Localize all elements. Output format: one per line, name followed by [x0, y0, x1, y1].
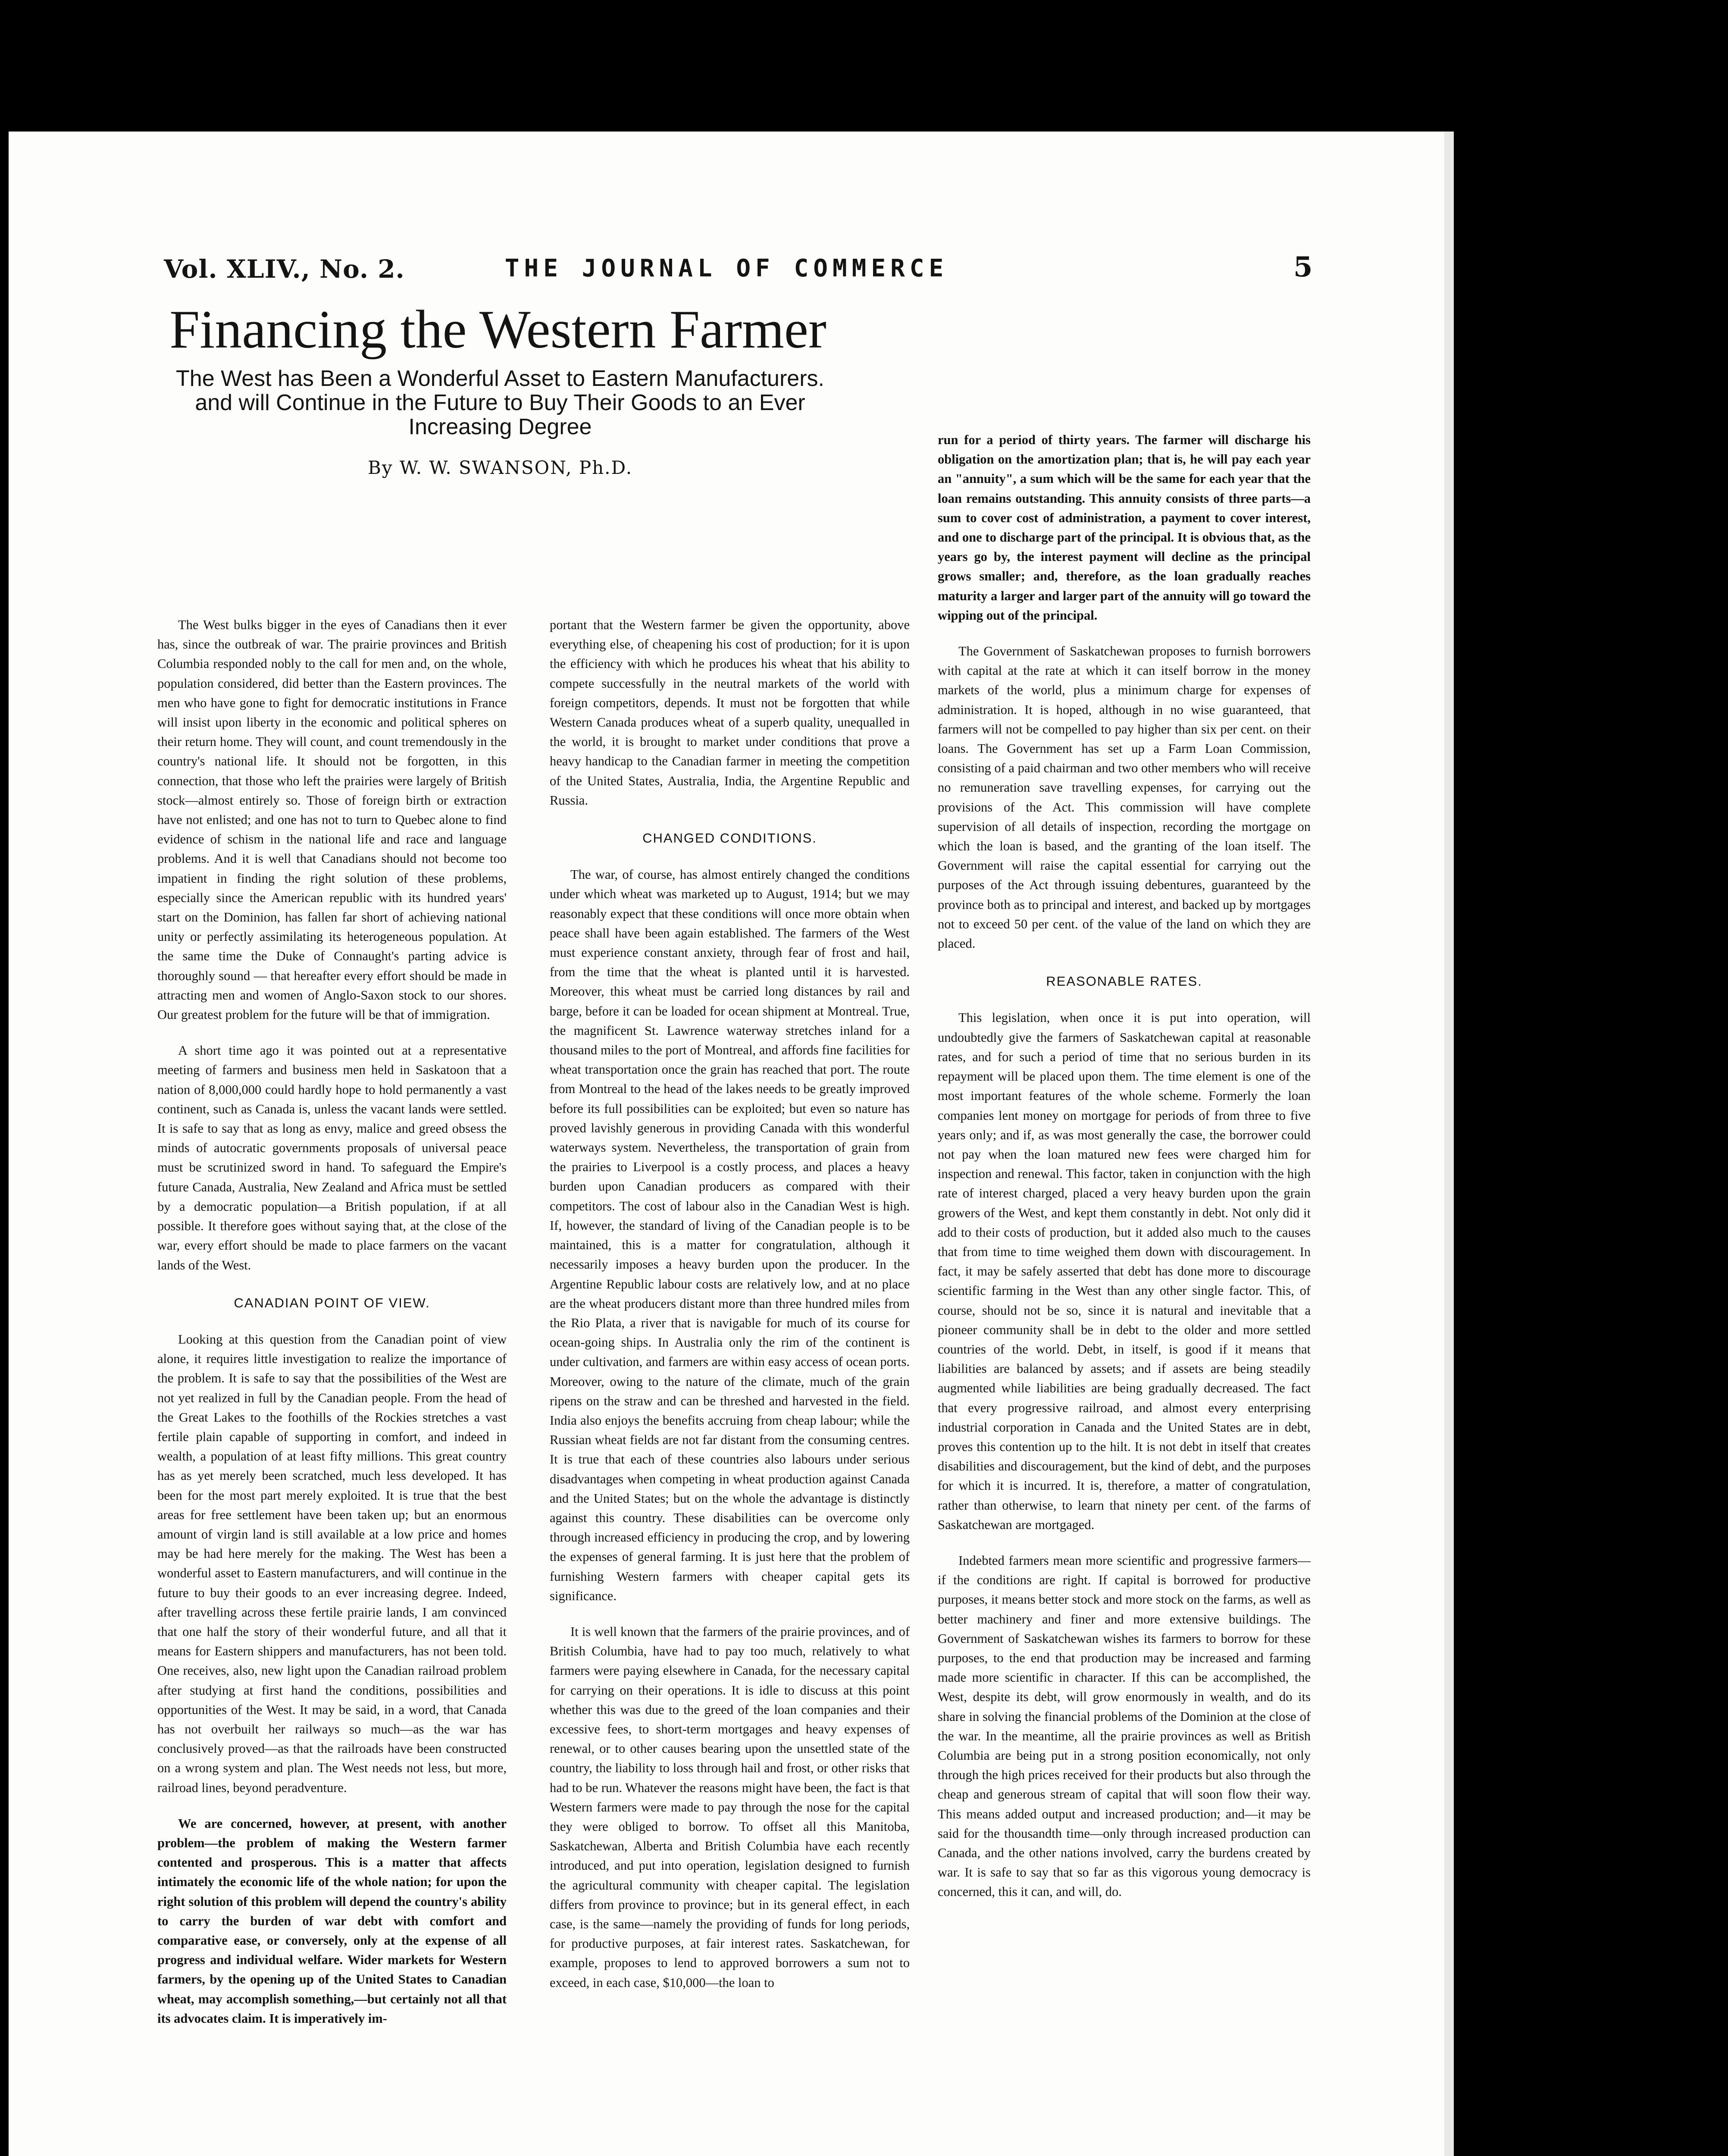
paragraph: Indebted farmers mean more scientific and progressive farmers—if the conditions are right. If capital is borrowed for productive purposes, it means better stock and more stock on the farms, as well as better machinery and finer and more extensive buildings. The Government of Saskatchewan wishes its farmers to borrow for these purposes, to the end that production may be increased and farming made more scientific in character. If this can be accomplished, the West, despite its debt, will grow enormously in wealth, and do its share in solving the financial problems of the Dominion at the close of the war. In the meantime, all the prairie provinces as well as British Columbia are being put in a strong position economically, not only through the high prices received for their products but also through the cheap and generous stream of capital that will soon flow their way. This means added output and increased production; and—it may be said for the thousandth time—only through increased production can Canada, and the other nations involved, carry the burdens created by war. It is safe to say that so far as this vigorous young democracy is concerned, this it can, and will, do. [938, 1553, 1311, 1899]
paragraph: portant that the Western farmer be given the opportunity, above everything else, of cheapening his cost of production; for it is upon the efficiency with which he produces his wheat that his ability to compete successfully in the neutral markets of the world with foreign competitors, depends. It must not be forgotten that while Western Canada produces wheat of a superb quality, unequalled in the world, it is brought to market under conditions that prove a heavy handicap to the Canadian farmer in meeting the competition of the United States, Australia, India, the Argentine Republic and Russia. [550, 617, 910, 808]
paragraph: run for a period of thirty years. The farmer will discharge his obligation on the amortization plan; that is, he will pay each year an "annuity", a sum which will be the same for each year that the loan remains outstanding. This annuity consists of three parts—a sum to cover cost of administration, a payment to cover interest, and one to discharge part of the principal. It is obvious that, as the years go by, the interest payment will decline as the principal grows smaller; and, therefore, as the loan gradually reaches maturity a larger and larger part of the annuity will go toward the wipping out of the principal. [938, 432, 1311, 623]
paragraph: A short time ago it was pointed out at a representative meeting of farmers and business men held in Saskatoon that a nation of 8,000,000 could hardly hope to hold permanently a vast continent, such as Canada is, unless the vacant lands were settled. It is safe to say that as long as envy, malice and greed obsess the minds of autocratic governments proposals of universal peace must be scrutinized sword in hand. To safeguard the Empire's future Canada, Australia, New Zealand and Africa must be settled by a democratic population—a British population, if at all possible. It therefore goes without saying that, at the close of the war, every effort should be made to place farmers on the vacant lands of the West. [157, 1043, 507, 1272]
page-number: 5 [1293, 251, 1313, 283]
paragraph: The Government of Saskatchewan proposes to furnish borrowers with capital at the rate at which it can itself borrow in the money markets of the world, plus a minimum charge for expenses of administration. It is hoped, although in no wise guaranteed, that farmers will not be compelled to pay higher than six per cent. on their loans. The Government has set up a Farm Loan Commission, consisting of a paid chairman and two other members who will receive no remuneration save travelling expenses, for carrying out the provisions of the Act. This commission will have complete supervision of all details of inspection, recording the mortgage on which the loan is based, and the granting of the loan itself. The Government will raise the capital essential for carrying out the purposes of the Act through issuing debentures, guaranteed by the province both as to principal and interest, and backed up by mortgages not to exceed 50 per cent. of the value of the land on which they are placed. [938, 644, 1311, 951]
page-edge [1444, 132, 1454, 2156]
paragraph: The war, of course, has almost entirely changed the conditions under which wheat was marketed up to August, 1914; but we may reasonably expect that these conditions will once more obtain when peace shall have been again established. The farmers of the West must experience constant anxiety, through fear of frost and hail, from the time that the wheat is planted until it is harvested. Moreover, this wheat must be carried long distances by rail and barge, before it can be loaded for ocean shipment at Montreal. True, the magnificent St. Lawrence waterway stretches inland for a thousand miles to the port of Montreal, and affords fine facilities for wheat transportation once the grain has reached that port. The route from Montreal to the head of the lakes needs to be greatly improved before its full possibilities can be exploited; but even so nature has proved lavishly generous in providing Canada with this wonderful waterways system. Nevertheless, the transportation of grain from the prairies to Liverpool is a costly process, and places a heavy burden upon Canadian producers as compared with their competitors. The cost of labour also in the Canadian West is high. If, however, the standard of living of the Canadian people is to be maintained, this is a matter for congratulation, although it necessarily imposes a heavy burden upon the producer. In the Argentine Republic labour costs are relatively low, and at no place are the wheat producers distant more than three hundred miles from the Rio Plata, a river that is navigable for much of its course for ocean-going ships. In Australia only the rim of the continent is under cultivation, and farmers are within easy access of ocean ports. Moreover, owing to the nature of the climate, much of the grain ripens on the straw and can be threshed and harvested in the field. India also enjoys the benefits accruing from cheap labour; while the Russian wheat fields are not far distant from the consuming centres. It is true that each of these countries also labours under serious disadvantages when competing in wheat production against Canada and the United States; but on the whole the advantage is distinctly against this country. These disabilities can be overcome only through increased efficiency in producing the crop, and by lowering the expenses of general farming. It is just here that the problem of furnishing Western farmers with cheaper capital gets its significance. [550, 867, 910, 1603]
text-column-1 [157, 615, 507, 2045]
paragraph: Looking at this question from the Canadian point of view alone, it requires little investigation to realize the importance of the problem. It is safe to say that the possibilities of the West are not yet realized in full by the Canadian people. From the head of the Great Lakes to the foothills of the Rockies stretches a vast fertile plain capable of supporting in comfort, and indeed in wealth, a population of at least fifty millions. This great country has as yet merely been scratched, much less developed. It has been for the most part merely exploited. It is true that the best areas for free settlement have been taken up; but an enormous amount of virgin land is still available at a low price and homes may be had here merely for the making. The West has been a wonderful asset to Eastern manufacturers, and will continue in the future to buy their goods to an ever increasing degree. Indeed, after travelling across these fertile prairie lands, I am convinced that one half the story of their wonderful future, and all that it means for Eastern shippers and manufacturers, has not been told. One receives, also, new light upon the Canadian railroad problem after studying at first hand the conditions, possibilities and opportunities of the West. It may be said, in a word, that Canada has not overbuilt her railways so much—as the war has conclusively proved—as that the railroads have been constructed on a wrong system and plan. The West needs not less, but more, railroad lines, beyond peradventure. [157, 1332, 507, 1795]
paragraph: This legislation, when once it is put into operation, will undoubtedly give the farmers of Saskatchewan capital at reasonable rates, and for such a period of time that no serious burden in its repayment will be placed upon them. The time element is one of the most important features of the whole scheme. Formerly the loan companies lent money on mortgage for periods of from three to five years only; and if, as was most generally the case, the borrower could not pay when the loan matured new fees were charged him for inspection and renewal. This factor, taken in conjunction with the high rate of interest charged, placed a very heavy burden upon the grain growers of the West, and kept them constantly in debt. Not only did it add to their costs of production, but it added also much to the causes that from time to time weighed them down with discouragement. In fact, it may be safely asserted that debt has done more to discourage scientific farming in the West than any other single factor. This, of course, should not be so, since it is natural and inevitable that a pioneer community shall be in debt to the older and more settled countries of the world. Debt, in itself, is good if it means that liabilities are balanced by assets; and if assets are being steadily augmented while liabilities are being gradually decreased. The fact that every progressive railroad, and almost every enterprising industrial corporation in Canada and the United States are in debt, proves this contention up to the hilt. It is not debt in itself that creates disabilities and discouragement, but the kind of debt, and the purposes for which it is incurred. It is, therefore, a matter of congratulation, rather than otherwise, to learn that ninety per cent. of the farms of Saskatchewan are mortgaged. [938, 1010, 1311, 1532]
text-column-3 [938, 430, 1311, 1918]
paragraph: We are concerned, however, at present, with another problem—the problem of making the Western farmer contented and prosperous. This is a matter that affects intimately the economic life of the whole nation; for upon the right solution of this problem will depend the country's ability to carry the burden of war debt with comfort and comparative ease, or conversely, only at the expense of all progress and individual welfare. Wider markets for Western farmers, by the opening up of the United States to Canadian wheat, may accomplish something,—but certainly not all that its advocates claim. It is imperatively im- [157, 1816, 507, 2026]
volume-number: Vol. XLIV., No. 2. [164, 254, 405, 284]
journal-name: THE JOURNAL OF COMMERCE [504, 254, 949, 282]
article-title: Financing the Western Farmer [169, 300, 826, 360]
section-heading: REASONABLE RATES. [1046, 974, 1202, 989]
byline: By W. W. SWANSON, Ph.D. [367, 457, 633, 478]
text-column-2 [550, 615, 910, 2009]
section-heading: CHANGED CONDITIONS. [642, 830, 817, 846]
paragraph: It is well known that the farmers of the prairie provinces, and of British Columbia, have had to pay too much, relatively to what farmers were paying elsewhere in Canada, for the necessary capital for carrying on their operations. It is idle to discuss at this point whether this was due to the greed of the loan companies and their excessive fees, to short-term mortgages and heavy expenses of renewal, or to other causes bearing upon the unsettled state of the country, the liability to loss through hail and frost, or other risks that had to be run. Whatever the reasons might have been, the fact is that Western farmers were made to pay through the nose for the capital they were obliged to borrow. To offset all this Manitoba, Saskatchewan, Alberta and British Columbia have each recently introduced, and put into operation, legislation designed to furnish the agricultural community with cheaper capital. The legislation differs from province to province; but in its general effect, in each case, is the same—namely the providing of funds for long periods, for productive purposes, at fair interest rates. Saskatchewan, for example, proposes to lend to approved borrowers a sum not to exceed, in each case, $10,000—the loan to [550, 1624, 910, 1990]
section-heading: CANADIAN POINT OF VIEW. [234, 1295, 430, 1310]
paragraph: The West bulks bigger in the eyes of Canadians then it ever has, since the outbreak of war. The prairie provinces and British Columbia responded nobly to the call for men and, on the whole, population considered, did better than the Eastern provinces. The men who have gone to fight for democratic institutions in France will insist upon liberty in the economic and political spheres on their return home. They will count, and count tremendously in the country's national life. It should not be forgotten, in this connection, that those who left the prairies were largely of British stock—almost entirely so. Those of foreign birth or extraction have not enlisted; and one has not to turn to Quebec alone to find evidence of schism in the national life and race and language problems. And it is well that Canadians should not become too impatient in finding the right solution of these problems, especially since the American republic with its hundred years' start on the Dominion, has fallen far short of achieving national unity or perfectly assimilating its heterogeneous population. At the same time the Duke of Connaught's parting advice is thoroughly sound — that hereafter every effort should be made in attracting men and women of Anglo-Saxon stock to our shores. Our greatest problem for the future will be that of immigration. [157, 617, 507, 1022]
newspaper-page [9, 132, 1444, 2156]
running-header [9, 251, 1444, 289]
article-deck: The West has Been a Wonderful Asset to Eastern Manufacturers. and will Continue in the Future to Buy Their Goods to an Ever Increasing Degree [176, 366, 824, 439]
